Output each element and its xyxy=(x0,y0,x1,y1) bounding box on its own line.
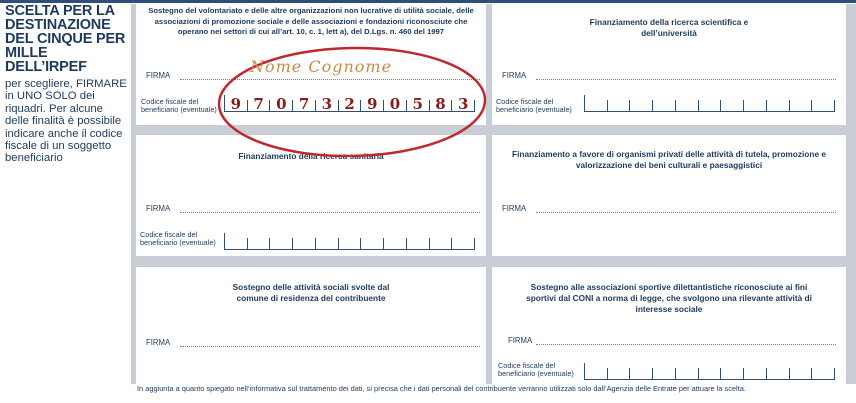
firma-label: FIRMA xyxy=(146,71,171,80)
firma-label: FIRMA xyxy=(146,204,171,213)
panel-title: Finanziamento della ricerca scientifica e dell’università xyxy=(589,17,749,38)
cf-digit: 7 xyxy=(248,100,271,111)
cf-digit: 9 xyxy=(225,100,248,111)
cf-digit: 7 xyxy=(293,100,316,111)
panel-title: Sostegno alle associazioni sportive dilettantistiche riconosciute ai fini sportivi dal CONI a norma di legge, che svolgono una rilevante attività di interesse sociale xyxy=(526,282,812,314)
privacy-footnote: In aggiunta a quanto spiegato nell’informativa sul trattamento dei dati, si precisa che i dati personali del contribuente verranno utilizzati solo dall’Agenzia delle Entrate per attuare la scelta. xyxy=(137,384,746,393)
cf-digit: 0 xyxy=(270,100,293,111)
cf-digit: 0 xyxy=(384,100,407,111)
firma-label: FIRMA xyxy=(508,336,533,345)
cf-digit: 9 xyxy=(361,100,384,111)
cf-digit: 2 xyxy=(339,100,362,111)
cf-label: Codice fiscale del beneficiario (eventuale) xyxy=(496,97,572,114)
cf-label: Codice fiscale del beneficiario (eventuale) xyxy=(140,230,216,247)
signature-handwritten: Nome Cognome xyxy=(250,57,393,76)
firma-label: FIRMA xyxy=(146,338,171,347)
cf-label: Codice fiscale del beneficiario (eventuale) xyxy=(141,97,217,114)
cf-digit: 3 xyxy=(316,100,339,111)
cf-digit: 3 xyxy=(452,100,475,111)
panel-title: Sostegno del volontariato e delle altre organizzazioni non lucrative di utilità sociale, delle associazioni di promozione sociale e delle associazioni e fondazioni riconosciute che operano nei settori di cui all’art. 10, c. 1, lett a), del D.Lgs. n. 460 del 1997 xyxy=(148,6,474,36)
cf-digit: 8 xyxy=(430,100,453,111)
panel-title: Finanziamento della ricerca sanitaria xyxy=(238,151,384,161)
cf-label: Codice fiscale del beneficiario (eventuale) xyxy=(498,361,574,378)
cf-digit: 5 xyxy=(407,100,430,111)
panel-title: Finanziamento a favore di organismi privati delle attività di tutela, promozione e valorizzazione dei beni culturali e paesaggistici xyxy=(512,149,826,170)
firma-label: FIRMA xyxy=(502,204,527,213)
panel-title: Sostegno delle attività sociali svolte dal comune di residenza del contribuente xyxy=(232,282,390,303)
firma-label: FIRMA xyxy=(502,71,527,80)
sidebar-heading: SCELTA PER LA DESTINAZIONE DEL CINQUE PER MILLE DELL’IRPEF xyxy=(5,3,126,75)
sidebar-instructions: per scegliere, FIRMARE in UNO SOLO dei riquadri. Per alcune delle finalità è possibile indicare anche il codice fiscale di un soggetto beneficiario xyxy=(5,78,127,165)
